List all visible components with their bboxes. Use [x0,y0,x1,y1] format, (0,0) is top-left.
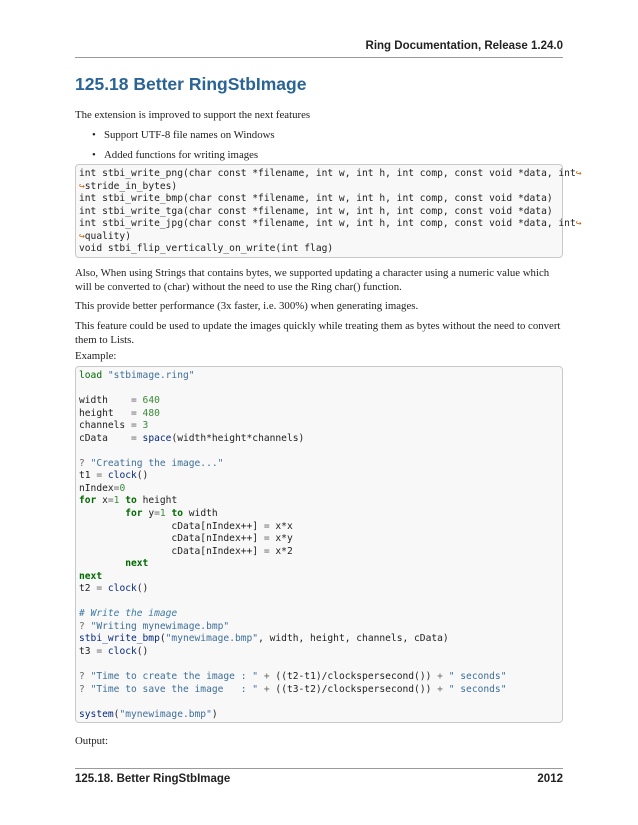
paragraph-usage: This feature could be used to update the images quickly while treating them as bytes without the need to convert them to Lists. [75,320,561,347]
intro-paragraph: The extension is improved to support the next features [75,109,311,121]
section-heading: 125.18 Better RingStbImage [75,74,307,94]
paragraph-performance: This provide better performance (3x faster, i.e. 300%) when generating images. [75,300,419,312]
paragraph-example-label: Example: [75,350,117,362]
code-example-text: load "stbimage.ring" width = 640 height = 480 channels = 3 cData = space(width*height*channels) ? "Creating the image..." t1 = clock() nIndex=0 for x=1 to height for y=1 to width cData[nIndex++] = x*x cData[nIndex++] = x*y cData[nIndex++] = x*2 next next t2 = clock() # Write the image ? "Writing mynewimage.bmp" stbi_write_bmp("mynewimage.bmp", width, height, channels, cData) t3 = clock() ? "Time to create the image : " + ((t2-t1)/clockspersecond()) + " seconds" ? "Time to save the image : " + ((t3-t2)/clockspersecond()) + " seconds" system("mynewimage.bmp") [79,370,507,720]
paragraph-output-label: Output: [75,735,108,747]
code-api-text: int stbi_write_png(char const *filename, int w, int h, int comp, const void *data, int↪ ↪stride_in_bytes) int stbi_write_bmp(char const *filename, int w, int h, int comp, const void *data) int stbi_write_tga(char const *filename, int w, int h, int comp, const void *data) int stbi_write_jpg(char const *filename, int w, int h, int comp, const void *data, int↪ ↪quality) void stbi_flip_vertically_on_write(int flag) [79,168,582,255]
footer-divider [75,768,563,769]
code-block-example[interactable] [75,366,563,723]
page-number: 2012 [537,773,563,785]
running-header-title: Ring Documentation, Release 1.24.0 [365,40,563,52]
footer-section-title: 125.18. Better RingStbImage [75,773,231,785]
paragraph-strings-bytes: Also, When using Strings that contains bytes, we supported updating a character using a numeric value which will be converted to (char) without the need to use the Ring char() function. [75,267,550,294]
code-block-api[interactable] [75,164,582,258]
feature-item-utf8: • Support UTF-8 file names on Windows [92,128,275,148]
feature-item-writing: • Added functions for writing images [92,148,275,168]
feature-list [92,128,275,168]
header-divider [75,57,563,58]
